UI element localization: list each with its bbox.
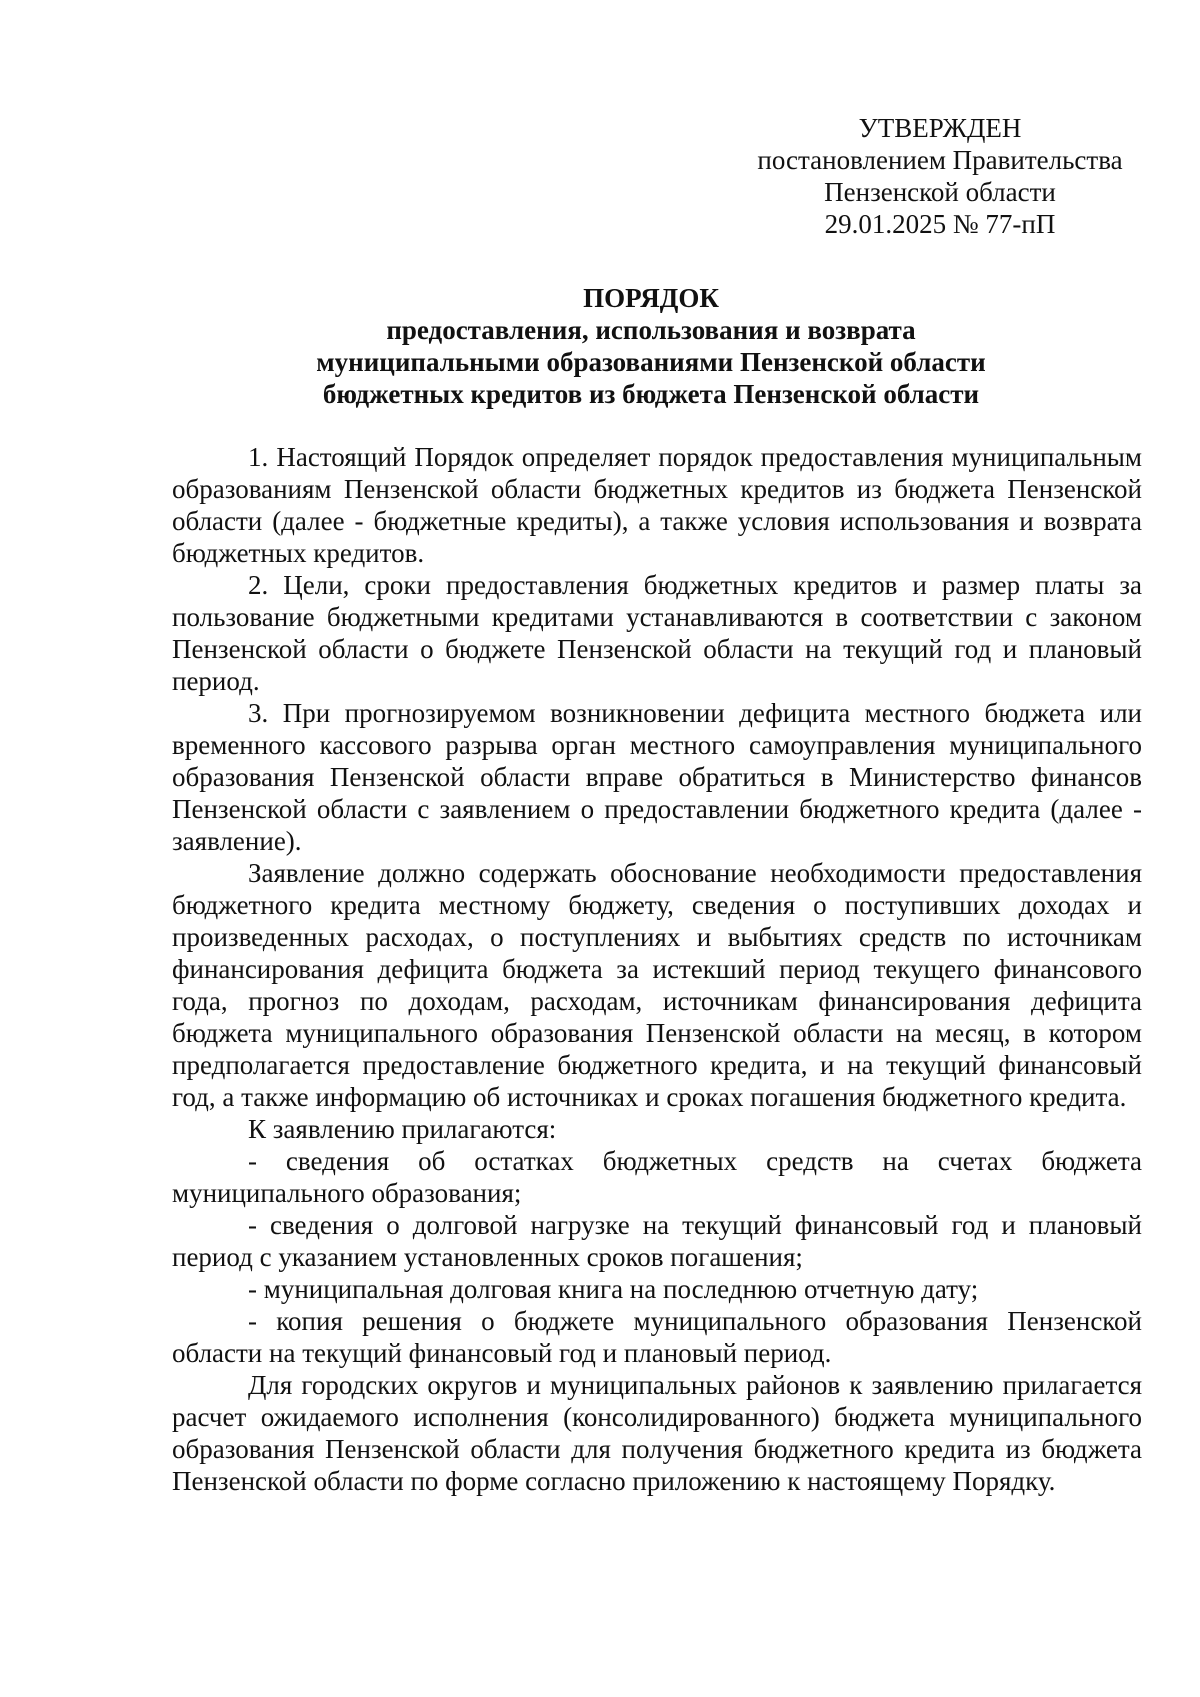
paragraph-clause-1: 1. Настоящий Порядок определяет порядок предоставления муниципальным образованиям Пензенской области бюджетных кредитов из бюджета Пензенской области (далее - бюджетные кредиты), а также условия использования и возврата бюджетных кредитов. bbox=[172, 442, 1142, 568]
document-title: ПОРЯДОК bbox=[583, 283, 719, 313]
document-body bbox=[172, 441, 1142, 1497]
document-subtitle-line: предоставления, использования и возврата bbox=[386, 315, 916, 345]
approval-heading: УТВЕРЖДЕН bbox=[858, 113, 1022, 143]
paragraph-attachments-intro: К заявлению прилагаются: bbox=[248, 1114, 557, 1144]
paragraph-application-content: Заявление должно содержать обоснование необходимости предоставления бюджетного кредита местному бюджету, сведения о поступивших доходах и произведенных расходах, о поступлениях и выбытиях средств по источникам финансирования дефицита бюджета за истекший период текущего финансового года, прогноз по доходам, расходам, источникам финансирования дефицита бюджета муниципального образования Пензенской области на месяц, в котором предполагается предоставление бюджетного кредита, и на текущий финансовый год, а также информацию об источниках и сроках погашения бюджетного кредита. bbox=[172, 858, 1142, 1112]
approval-stamp-block bbox=[740, 112, 1140, 240]
list-item-attachment: - муниципальная долговая книга на последнюю отчетную дату; bbox=[248, 1274, 979, 1304]
list-item-attachment: - копия решения о бюджете муниципального образования Пензенской области на текущий финансовый год и плановый период. bbox=[172, 1306, 1142, 1368]
approval-region-line: Пензенской области bbox=[824, 177, 1056, 207]
document-subtitle-line: бюджетных кредитов из бюджета Пензенской области bbox=[322, 379, 980, 409]
paragraph-clause-2: 2. Цели, сроки предоставления бюджетных кредитов и размер платы за пользование бюджетными кредитами устанавливаются в соответствии с законом Пензенской области о бюджете Пензенской области на текущий год и плановый период. bbox=[172, 570, 1142, 696]
approval-decree-line: постановлением Правительства bbox=[757, 145, 1123, 175]
paragraph-city-districts: Для городских округов и муниципальных районов к заявлению прилагается расчет ожидаемого исполнения (консолидированного) бюджета муниципального образования Пензенской области для получения бюджетного кредита из бюджета Пензенской области по форме согласно приложению к настоящему Порядку. bbox=[172, 1370, 1142, 1496]
approval-date-number: 29.01.2025 № 77-пП bbox=[824, 209, 1056, 239]
list-item-attachment: - сведения о долговой нагрузке на текущий финансовый год и плановый период с указанием установленных сроков погашения; bbox=[172, 1210, 1142, 1272]
document-title-block bbox=[160, 282, 1142, 410]
paragraph-clause-3: 3. При прогнозируемом возникновении дефицита местного бюджета или временного кассового разрыва орган местного самоуправления муниципального образования Пензенской области вправе обратиться в Министерство финансов Пензенской области с заявлением о предоставлении бюджетного кредита (далее - заявление). bbox=[172, 698, 1142, 856]
document-subtitle-line: муниципальными образованиями Пензенской области bbox=[316, 347, 986, 377]
list-item-attachment: - сведения об остатках бюджетных средств на счетах бюджета муниципального образования; bbox=[172, 1146, 1142, 1208]
